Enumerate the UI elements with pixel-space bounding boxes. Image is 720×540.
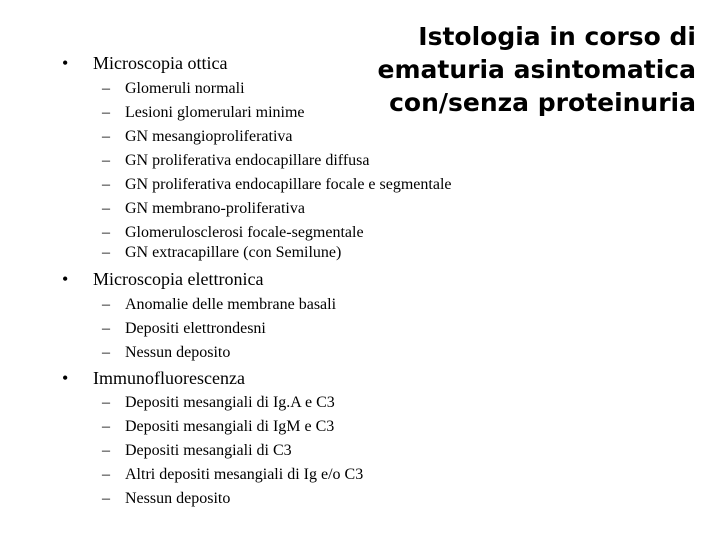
- dash-icon: –: [102, 200, 110, 217]
- list-item: [102, 393, 335, 413]
- title-line-3: con/senza proteinuria: [389, 88, 696, 117]
- dash-icon: –: [102, 320, 110, 337]
- dash-icon: –: [102, 394, 110, 411]
- section-heading-microscopia-ottica: [62, 52, 227, 74]
- list-item: [102, 79, 245, 99]
- list-item: [102, 223, 364, 243]
- dash-icon: –: [102, 466, 110, 483]
- dash-icon: –: [102, 80, 110, 97]
- bullet-icon: •: [62, 269, 69, 289]
- list-item: [102, 319, 266, 339]
- list-item: [102, 465, 363, 485]
- list-item-text: Depositi elettrondesni: [125, 320, 266, 337]
- dash-icon: –: [102, 418, 110, 435]
- dash-icon: –: [102, 176, 110, 193]
- list-item-text: Glomerulosclerosi focale-segmentale: [125, 224, 364, 241]
- list-item-text: GN proliferativa endocapillare focale e segmentale: [125, 176, 452, 193]
- list-item: [102, 489, 230, 509]
- list-item-text: Lesioni glomerulari minime: [125, 104, 305, 121]
- section-heading-label: Microscopia elettronica: [93, 269, 264, 289]
- list-item: [102, 199, 305, 219]
- bullet-icon: •: [62, 368, 69, 388]
- list-item-text: GN mesangioproliferativa: [125, 128, 293, 145]
- bullet-icon: •: [62, 53, 69, 73]
- title-line-1: Istologia in corso di: [418, 22, 696, 51]
- dash-icon: –: [102, 244, 110, 261]
- list-item: [102, 441, 292, 461]
- dash-icon: –: [102, 490, 110, 507]
- list-item: [102, 151, 370, 171]
- dash-icon: –: [102, 128, 110, 145]
- section-heading-label: Immunofluorescenza: [93, 368, 245, 388]
- section-heading-label: Microscopia ottica: [93, 53, 228, 73]
- dash-icon: –: [102, 224, 110, 241]
- dash-icon: –: [102, 442, 110, 459]
- list-item: [102, 417, 334, 437]
- title-line-2: ematuria asintomatica: [377, 55, 696, 84]
- list-item-text: Depositi mesangiali di C3: [125, 442, 292, 459]
- list-item-text: Altri depositi mesangiali di Ig e/o C3: [125, 466, 364, 483]
- list-item: [102, 295, 336, 315]
- list-item-text: GN extracapillare (con Semilune): [125, 244, 342, 261]
- list-item-text: Anomalie delle membrane basali: [125, 296, 337, 313]
- slide-title: [378, 20, 696, 119]
- list-item: [102, 175, 452, 195]
- list-item: [102, 127, 293, 147]
- list-item: [102, 103, 305, 123]
- list-item-text: Depositi mesangiali di IgM e C3: [125, 418, 335, 435]
- list-item-text: GN membrano-proliferativa: [125, 200, 305, 217]
- section-heading-microscopia-elettronica: [62, 268, 263, 290]
- list-item: [102, 243, 341, 263]
- dash-icon: –: [102, 152, 110, 169]
- list-item-text: Nessun deposito: [125, 490, 231, 507]
- dash-icon: –: [102, 296, 110, 313]
- list-item-text: Nessun deposito: [125, 344, 231, 361]
- dash-icon: –: [102, 344, 110, 361]
- list-item-text: Glomeruli normali: [125, 80, 245, 97]
- section-heading-immunofluorescenza: [62, 367, 245, 389]
- list-item-text: Depositi mesangiali di Ig.A e C3: [125, 394, 335, 411]
- list-item-text: GN proliferativa endocapillare diffusa: [125, 152, 370, 169]
- list-item: [102, 343, 230, 363]
- dash-icon: –: [102, 104, 110, 121]
